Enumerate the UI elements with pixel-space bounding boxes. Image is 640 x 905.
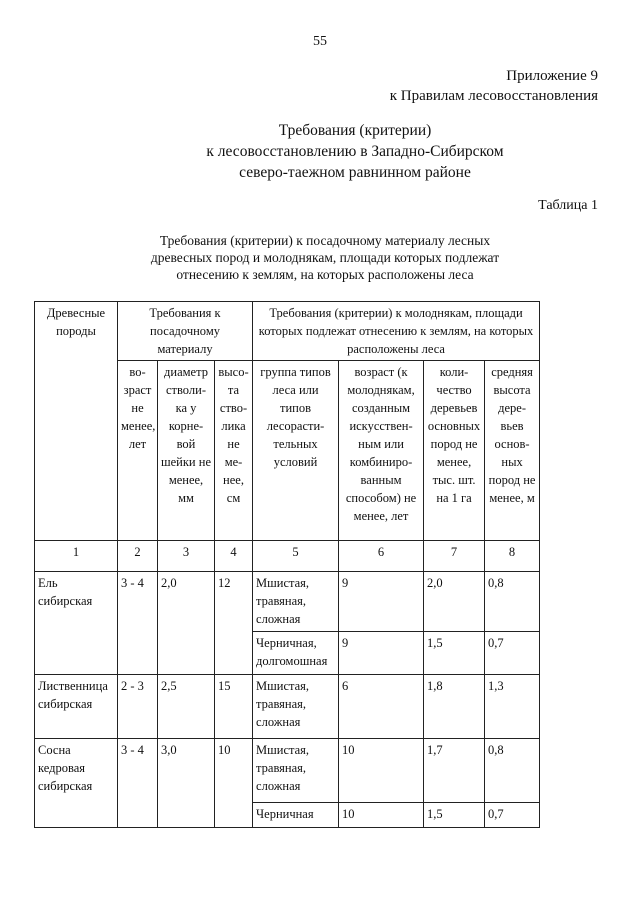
cell-diameter: 2,0	[158, 572, 215, 675]
title-line-1: Требования (критерии)	[278, 122, 432, 139]
header-avg-height: средняя высота дере-вьев основ-ных пород не менее, м	[485, 361, 540, 541]
cell-height: 15	[215, 675, 253, 739]
cell-age: 3 - 4	[118, 572, 158, 675]
column-number-row	[35, 541, 540, 572]
requirements-table	[34, 301, 540, 828]
header-age: во-зраст не менее, лет	[118, 361, 158, 541]
cell-avg-height: 1,3	[485, 675, 540, 739]
cell-species: Сосна кедровая сибирская	[35, 739, 118, 828]
cell-age: 2 - 3	[118, 675, 158, 739]
subtitle-line-3: отнесению к землям, на которых расположены леса	[176, 267, 474, 282]
cell-avg-height: 0,7	[485, 803, 540, 828]
title-line-2: к лесовосстановлению в Западно-Сибирском	[206, 143, 504, 160]
cell-young-age: 10	[339, 803, 424, 828]
cell-height: 10	[215, 739, 253, 828]
appendix-caption	[390, 66, 598, 106]
cell-young-age: 6	[339, 675, 424, 739]
cell-tree-count: 1,8	[424, 675, 485, 739]
column-number: 3	[158, 541, 215, 572]
appendix-line-1: Приложение 9	[506, 68, 598, 84]
cell-tree-count: 1,7	[424, 739, 485, 803]
table-label: Таблица 1	[538, 198, 598, 213]
appendix-line-2: к Правилам лесовосстановления	[389, 88, 598, 104]
cell-species: Лиственница сибирская	[35, 675, 118, 739]
column-number: 2	[118, 541, 158, 572]
cell-age: 3 - 4	[118, 739, 158, 828]
cell-forest-type: Мшистая, травяная, сложная	[253, 675, 339, 739]
cell-avg-height: 0,8	[485, 572, 540, 632]
header-planting-material: Требования к посадочному материалу	[118, 302, 253, 361]
header-height: высо-та ство-лика не ме-нее, см	[215, 361, 253, 541]
table-row	[35, 739, 540, 803]
cell-species: Ель сибирская	[35, 572, 118, 675]
title-line-3: северо-таежном равнинном районе	[239, 164, 471, 181]
document-title	[0, 120, 640, 183]
header-diameter: диаметр стволи-ка у корне-вой шейки не менее, мм	[158, 361, 215, 541]
cell-forest-type: Черничная	[253, 803, 339, 828]
header-species: Древесные породы	[35, 302, 118, 541]
header-young-stands: Требования (критерии) к молоднякам, площади которых подлежат отнесению к землям, на которых расположены леса	[253, 302, 540, 361]
cell-forest-type: Черничная, долгомошная	[253, 632, 339, 675]
cell-diameter: 3,0	[158, 739, 215, 828]
column-number: 8	[485, 541, 540, 572]
header-young-age: возраст (к молоднякам, созданным искусствен-ным или комбиниро-ванным способом) не менее, лет	[339, 361, 424, 541]
cell-height: 12	[215, 572, 253, 675]
cell-forest-type: Мшистая, травяная, сложная	[253, 572, 339, 632]
table-row	[35, 572, 540, 632]
subtitle-line-2: древесных пород и молоднякам, площади которых подлежат	[150, 250, 500, 265]
cell-young-age: 9	[339, 632, 424, 675]
cell-young-age: 9	[339, 572, 424, 632]
header-tree-count: коли-чество деревьев основных пород не менее, тыс. шт. на 1 га	[424, 361, 485, 541]
cell-forest-type: Мшистая, травяная, сложная	[253, 739, 339, 803]
cell-tree-count: 2,0	[424, 572, 485, 632]
cell-avg-height: 0,7	[485, 632, 540, 675]
header-forest-type: группа типов леса или типов лесорасти-тельных условий	[253, 361, 339, 541]
column-number: 4	[215, 541, 253, 572]
page-number: 55	[313, 34, 327, 49]
header-row-1	[35, 302, 540, 361]
cell-diameter: 2,5	[158, 675, 215, 739]
cell-tree-count: 1,5	[424, 632, 485, 675]
cell-young-age: 10	[339, 739, 424, 803]
column-number: 6	[339, 541, 424, 572]
table-subtitle	[0, 232, 640, 283]
table-row	[35, 675, 540, 739]
column-number: 7	[424, 541, 485, 572]
column-number: 5	[253, 541, 339, 572]
cell-tree-count: 1,5	[424, 803, 485, 828]
cell-avg-height: 0,8	[485, 739, 540, 803]
subtitle-line-1: Требования (критерии) к посадочному материалу лесных	[159, 233, 491, 248]
column-number: 1	[35, 541, 118, 572]
